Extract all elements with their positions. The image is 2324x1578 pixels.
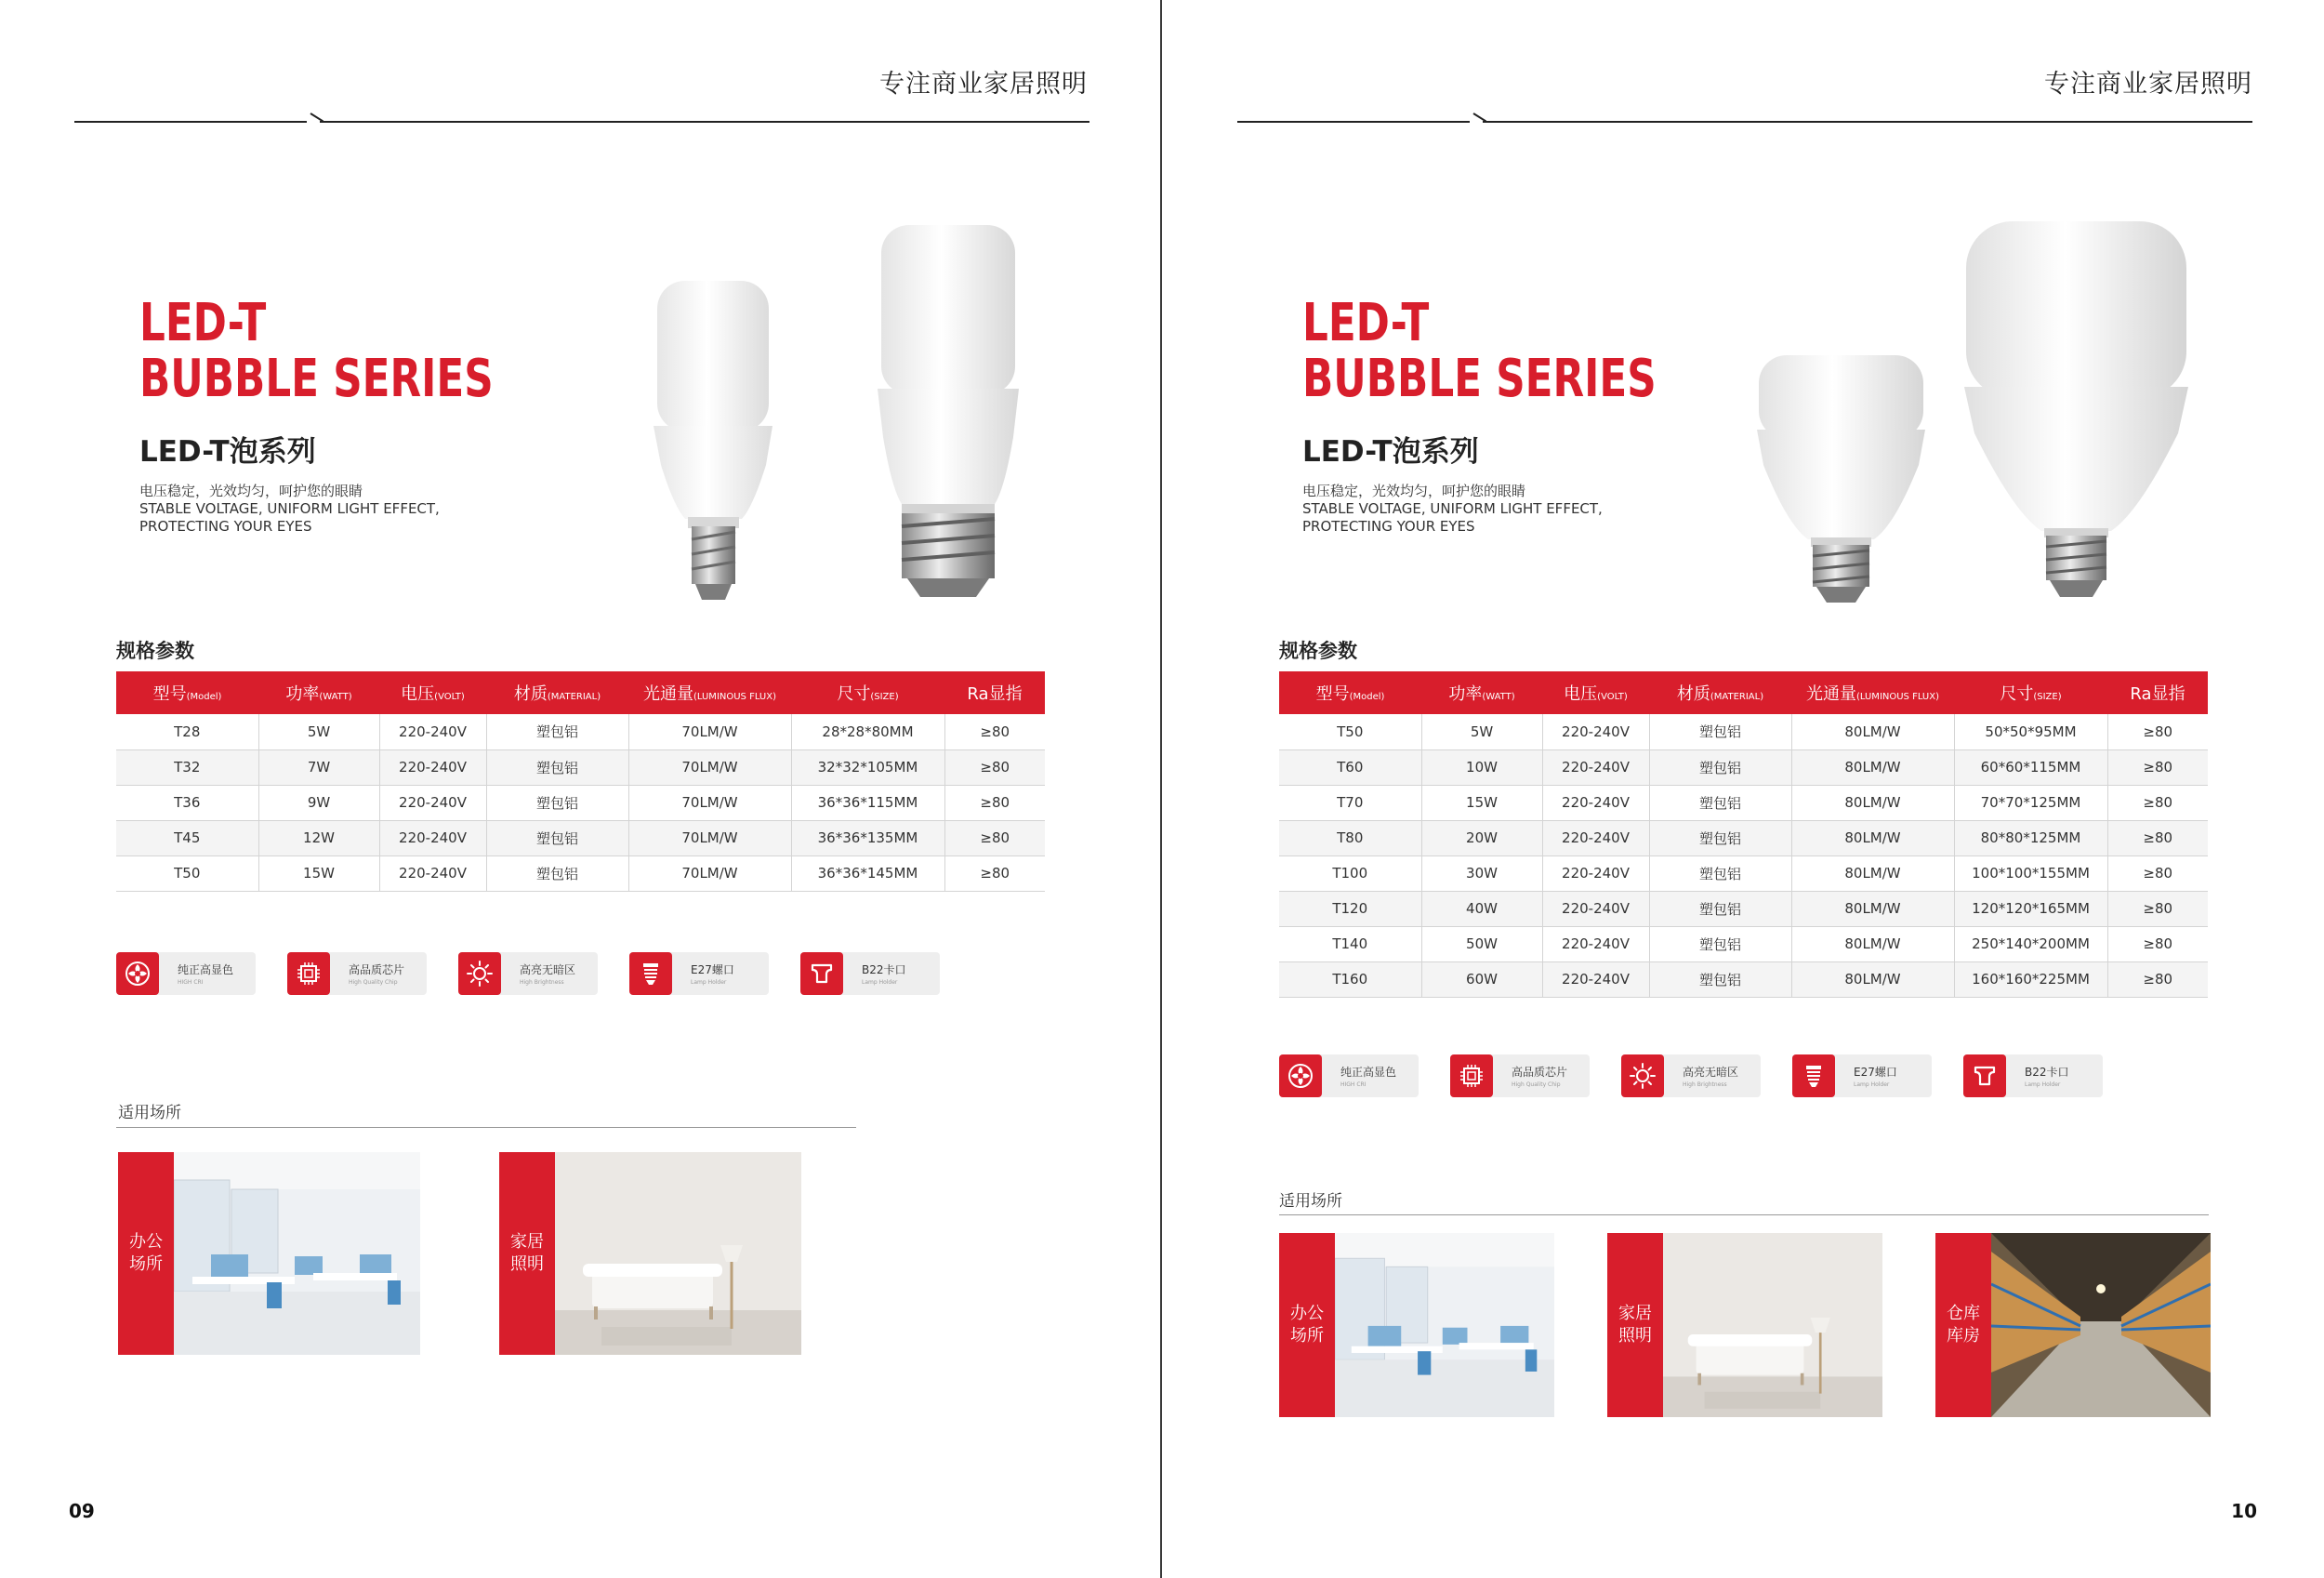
column-header-label: 功率 (285, 684, 320, 704)
screw-base-icon (629, 952, 672, 995)
feature-badges (116, 952, 940, 995)
column-header (1954, 671, 2107, 714)
table-cell: ≥80 (944, 820, 1045, 855)
column-header (944, 671, 1045, 714)
desc-line: 电压稳定，光效均匀，呵护您的眼睛 (139, 483, 363, 499)
home-scene-image (555, 1152, 801, 1355)
table-cell: 36*36*145MM (791, 855, 944, 891)
table-cell: ≥80 (2107, 891, 2208, 926)
table-cell: 9W (258, 785, 379, 820)
table-cell: T60 (1279, 749, 1421, 785)
table-cell: 220-240V (1542, 891, 1649, 926)
feature-text (691, 961, 734, 986)
column-header-unit: (MATERIAL) (547, 692, 601, 702)
table-cell: 220-240V (379, 749, 486, 785)
series-title (139, 293, 593, 536)
table-cell: ≥80 (2107, 785, 2208, 820)
feature-text (1512, 1064, 1567, 1088)
feature-badge (800, 952, 940, 995)
column-header-label: Ra显指 (2130, 684, 2185, 704)
feature-badge (1621, 1054, 1761, 1097)
sun-icon (1621, 1054, 1664, 1097)
title-line-2: BUBBLE SERIES (139, 349, 494, 409)
sun-icon (458, 952, 501, 995)
feature-badge (287, 952, 427, 995)
column-header-label: 功率 (1448, 684, 1483, 704)
feature-badge (629, 952, 769, 995)
column-header (1791, 671, 1954, 714)
product-image-slim-bulb-large (874, 223, 1023, 617)
table-cell: T160 (1279, 961, 1421, 997)
table-cell: T140 (1279, 926, 1421, 961)
table-cell: 80*80*125MM (1954, 820, 2107, 855)
table-cell: 220-240V (1542, 926, 1649, 961)
column-header-label: 材质 (1676, 684, 1710, 704)
title-line-2: BUBBLE SERIES (1302, 349, 1657, 409)
product-image-t-bulb-large (1962, 219, 2190, 614)
header-rule (1483, 121, 2252, 123)
column-header (791, 671, 944, 714)
venue-tag-home: 家居 照明 (499, 1152, 555, 1355)
table-cell: 80LM/W (1791, 891, 1954, 926)
feature-sublabel: High Brightness (1683, 1081, 1727, 1088)
table-row (1279, 820, 2208, 855)
column-header-unit: (SIZE) (2033, 692, 2062, 702)
table-cell: 36*36*135MM (791, 820, 944, 855)
table-cell: 50W (1421, 926, 1542, 961)
table-cell: 5W (1421, 714, 1542, 749)
table-cell: T50 (116, 855, 258, 891)
table-cell: 塑包铝 (486, 855, 628, 891)
venue-section-label: 适用场所 (1279, 1192, 1342, 1211)
catalog-page-right (1163, 0, 2324, 1578)
table-cell: ≥80 (2107, 926, 2208, 961)
feature-label: 高亮无暗区 (1683, 1066, 1739, 1079)
feature-label: B22卡口 (862, 963, 906, 976)
feature-label: 高品质芯片 (349, 963, 405, 976)
table-cell: 80LM/W (1791, 961, 1954, 997)
feature-badges (1279, 1054, 2103, 1097)
title-description (139, 483, 593, 536)
feature-text (2025, 1064, 2069, 1088)
feature-sublabel: High Quality Chip (1512, 1081, 1561, 1088)
table-cell: T32 (116, 749, 258, 785)
table-cell: ≥80 (944, 714, 1045, 749)
office-scene-image (174, 1152, 420, 1355)
venue-warehouse (1935, 1233, 2211, 1417)
screw-base-icon (1792, 1054, 1835, 1097)
column-header-label: 电压 (1564, 684, 1598, 704)
table-cell: T120 (1279, 891, 1421, 926)
table-cell: 70LM/W (628, 785, 791, 820)
table-cell: 80LM/W (1791, 926, 1954, 961)
table-cell: 塑包铝 (1649, 961, 1791, 997)
column-header-unit: (SIZE) (870, 692, 899, 702)
table-cell: 40W (1421, 891, 1542, 926)
column-header-label: 尺寸 (2000, 684, 2034, 704)
table-cell: 70LM/W (628, 749, 791, 785)
table-cell: 220-240V (1542, 855, 1649, 891)
page-number: 10 (2231, 1500, 2257, 1522)
feature-sublabel: Lamp Holder (691, 979, 727, 986)
feature-text (1683, 1064, 1738, 1088)
venue-tag-warehouse: 仓库 库房 (1935, 1233, 1991, 1417)
feature-text (1340, 1064, 1396, 1088)
table-cell: ≥80 (944, 785, 1045, 820)
table-cell: ≥80 (2107, 855, 2208, 891)
venue-office (118, 1152, 420, 1355)
table-cell: 15W (258, 855, 379, 891)
table-cell: 10W (1421, 749, 1542, 785)
table-cell: 220-240V (379, 714, 486, 749)
table-cell: 20W (1421, 820, 1542, 855)
feature-sublabel: High Quality Chip (349, 979, 398, 986)
table-cell: 15W (1421, 785, 1542, 820)
title-line-1: LED-T (1302, 293, 1430, 353)
table-cell: 塑包铝 (1649, 855, 1791, 891)
desc-line: STABLE VOLTAGE, UNIFORM LIGHT EFFECT, (139, 500, 440, 517)
table-row (116, 820, 1045, 855)
table-cell: 220-240V (379, 820, 486, 855)
table-cell: 塑包铝 (1649, 820, 1791, 855)
header-slogan: 专注商业家居照明 (2044, 70, 2252, 99)
feature-text (862, 961, 906, 986)
table-row (1279, 926, 2208, 961)
feature-text (178, 961, 233, 986)
column-header (1542, 671, 1649, 714)
venue-section-rule (1279, 1214, 2209, 1215)
venue-section-rule (116, 1127, 856, 1128)
table-cell: 36*36*115MM (791, 785, 944, 820)
column-header-unit: (LUMINOUS FLUX) (1856, 692, 1939, 702)
header-slogan: 专注商业家居照明 (879, 70, 1088, 99)
feature-sublabel: HIGH CRI (178, 979, 204, 986)
feature-sublabel: High Brightness (520, 979, 564, 986)
table-cell: 70LM/W (628, 855, 791, 891)
title-chinese: LED-T泡系列 (1302, 435, 1479, 469)
table-cell: T80 (1279, 820, 1421, 855)
venue-home (1607, 1233, 1882, 1417)
table-cell: 塑包铝 (1649, 714, 1791, 749)
table-cell: 220-240V (1542, 820, 1649, 855)
title-line-1: LED-T (139, 293, 267, 353)
table-cell: ≥80 (2107, 749, 2208, 785)
venue-tag-office: 办公 场所 (1279, 1233, 1335, 1417)
column-header (116, 671, 258, 714)
table-cell: 80LM/W (1791, 785, 1954, 820)
feature-label: 纯正高显色 (1340, 1066, 1397, 1079)
column-header-unit: (WATT) (319, 692, 352, 702)
table-cell: 120*120*165MM (1954, 891, 2107, 926)
table-cell: ≥80 (2107, 961, 2208, 997)
column-header-unit: (LUMINOUS FLUX) (693, 692, 776, 702)
feature-sublabel: HIGH CRI (1340, 1081, 1367, 1088)
venue-section-label: 适用场所 (118, 1104, 181, 1122)
table-cell: 80LM/W (1791, 714, 1954, 749)
feature-sublabel: Lamp Holder (1854, 1081, 1890, 1088)
table-row (116, 785, 1045, 820)
feature-label: 高品质芯片 (1512, 1066, 1568, 1079)
column-header-label: Ra显指 (967, 684, 1023, 704)
table-cell: 7W (258, 749, 379, 785)
column-header (486, 671, 628, 714)
color-flower-icon (116, 952, 159, 995)
chip-icon (1450, 1054, 1493, 1097)
table-cell: ≥80 (2107, 714, 2208, 749)
table-cell: ≥80 (2107, 820, 2208, 855)
header-rule (1237, 121, 1470, 123)
table-cell: 250*140*200MM (1954, 926, 2107, 961)
column-header-label: 光通量 (643, 684, 694, 704)
table-cell: 塑包铝 (486, 749, 628, 785)
feature-sublabel: Lamp Holder (862, 979, 898, 986)
table-cell: 28*28*80MM (791, 714, 944, 749)
table-cell: 220-240V (379, 855, 486, 891)
feature-badge (1279, 1054, 1419, 1097)
table-cell: 220-240V (379, 785, 486, 820)
feature-badge (1450, 1054, 1590, 1097)
table-row (1279, 855, 2208, 891)
column-header-label: 电压 (401, 684, 435, 704)
title-chinese: LED-T泡系列 (139, 435, 316, 469)
column-header-unit: (WATT) (1482, 692, 1515, 702)
column-header-unit: (VOLT) (434, 692, 465, 702)
table-cell: 60W (1421, 961, 1542, 997)
column-header-label: 尺寸 (837, 684, 871, 704)
desc-line: STABLE VOLTAGE, UNIFORM LIGHT EFFECT, (1302, 500, 1603, 517)
column-header-label: 材质 (513, 684, 548, 704)
table-row (1279, 961, 2208, 997)
table-cell: 32*32*105MM (791, 749, 944, 785)
column-header-unit: (MATERIAL) (1710, 692, 1764, 702)
table-cell: 160*160*225MM (1954, 961, 2107, 997)
table-cell: 50*50*95MM (1954, 714, 2107, 749)
venue-tag-office: 办公 场所 (118, 1152, 174, 1355)
home-scene-image (1663, 1233, 1882, 1417)
table-row (116, 714, 1045, 749)
table-cell: 塑包铝 (1649, 926, 1791, 961)
spec-section-label: 规格参数 (116, 640, 194, 662)
column-header-label: 型号 (1315, 684, 1350, 704)
column-header-label: 型号 (152, 684, 187, 704)
series-title (1302, 293, 1756, 536)
column-header-label: 光通量 (1806, 684, 1857, 704)
warehouse-scene-image (1991, 1233, 2211, 1417)
column-header-unit: (VOLT) (1597, 692, 1628, 702)
table-cell: ≥80 (944, 855, 1045, 891)
feature-badge (1792, 1054, 1932, 1097)
feature-label: B22卡口 (2025, 1066, 2069, 1079)
bayonet-base-icon (800, 952, 843, 995)
table-cell: 220-240V (1542, 749, 1649, 785)
feature-label: E27螺口 (1854, 1066, 1897, 1079)
column-header (1649, 671, 1791, 714)
table-cell: T50 (1279, 714, 1421, 749)
feature-label: 纯正高显色 (178, 963, 234, 976)
table-cell: ≥80 (944, 749, 1045, 785)
product-image-slim-bulb-small (651, 279, 776, 617)
spec-table (1279, 671, 2208, 998)
title-description (1302, 483, 1756, 536)
feature-label: E27螺口 (691, 963, 734, 976)
table-cell: 220-240V (1542, 785, 1649, 820)
color-flower-icon (1279, 1054, 1322, 1097)
table-cell: 70LM/W (628, 820, 791, 855)
table-cell: 塑包铝 (1649, 785, 1791, 820)
table-row (1279, 714, 2208, 749)
table-cell: 220-240V (1542, 714, 1649, 749)
feature-label: 高亮无暗区 (520, 963, 576, 976)
bayonet-base-icon (1963, 1054, 2006, 1097)
header-rule (320, 121, 1089, 123)
product-image-t-bulb-small (1755, 353, 1927, 613)
desc-line: PROTECTING YOUR EYES (139, 518, 312, 535)
table-cell: 塑包铝 (486, 714, 628, 749)
feature-badge (458, 952, 598, 995)
table-row (116, 855, 1045, 891)
column-header (1279, 671, 1421, 714)
column-header (258, 671, 379, 714)
feature-text (349, 961, 404, 986)
feature-badge (116, 952, 256, 995)
table-header-row (116, 671, 1045, 714)
table-cell: T28 (116, 714, 258, 749)
feature-badge (1963, 1054, 2103, 1097)
table-cell: 70*70*125MM (1954, 785, 2107, 820)
table-cell: 80LM/W (1791, 855, 1954, 891)
office-scene-image (1335, 1233, 1554, 1417)
table-cell: 70LM/W (628, 714, 791, 749)
table-cell: 30W (1421, 855, 1542, 891)
feature-text (1854, 1064, 1897, 1088)
table-cell: 60*60*115MM (1954, 749, 2107, 785)
column-header (2107, 671, 2208, 714)
table-row (1279, 749, 2208, 785)
table-cell: T70 (1279, 785, 1421, 820)
header-rule (74, 121, 307, 123)
table-row (116, 749, 1045, 785)
table-cell: T100 (1279, 855, 1421, 891)
venue-tag-home: 家居 照明 (1607, 1233, 1663, 1417)
spec-section-label: 规格参数 (1279, 640, 1357, 662)
desc-line: PROTECTING YOUR EYES (1302, 518, 1475, 535)
spec-table (116, 671, 1045, 892)
table-cell: 80LM/W (1791, 820, 1954, 855)
table-cell: 塑包铝 (1649, 749, 1791, 785)
table-row (1279, 785, 2208, 820)
column-header (379, 671, 486, 714)
table-cell: T36 (116, 785, 258, 820)
feature-text (520, 961, 575, 986)
table-cell: 100*100*155MM (1954, 855, 2107, 891)
table-cell: 12W (258, 820, 379, 855)
feature-sublabel: Lamp Holder (2025, 1081, 2061, 1088)
page-number: 09 (69, 1500, 95, 1522)
venue-office (1279, 1233, 1554, 1417)
column-header (1421, 671, 1542, 714)
table-cell: 塑包铝 (486, 785, 628, 820)
desc-line: 电压稳定，光效均匀，呵护您的眼睛 (1302, 483, 1526, 499)
table-cell: T45 (116, 820, 258, 855)
column-header (628, 671, 791, 714)
table-cell: 塑包铝 (1649, 891, 1791, 926)
table-header-row (1279, 671, 2208, 714)
table-cell: 220-240V (1542, 961, 1649, 997)
table-cell: 塑包铝 (486, 820, 628, 855)
table-row (1279, 891, 2208, 926)
venue-home (499, 1152, 801, 1355)
chip-icon (287, 952, 330, 995)
column-header-unit: (Model) (1349, 692, 1385, 702)
table-cell: 80LM/W (1791, 749, 1954, 785)
column-header-unit: (Model) (186, 692, 222, 702)
table-cell: 5W (258, 714, 379, 749)
